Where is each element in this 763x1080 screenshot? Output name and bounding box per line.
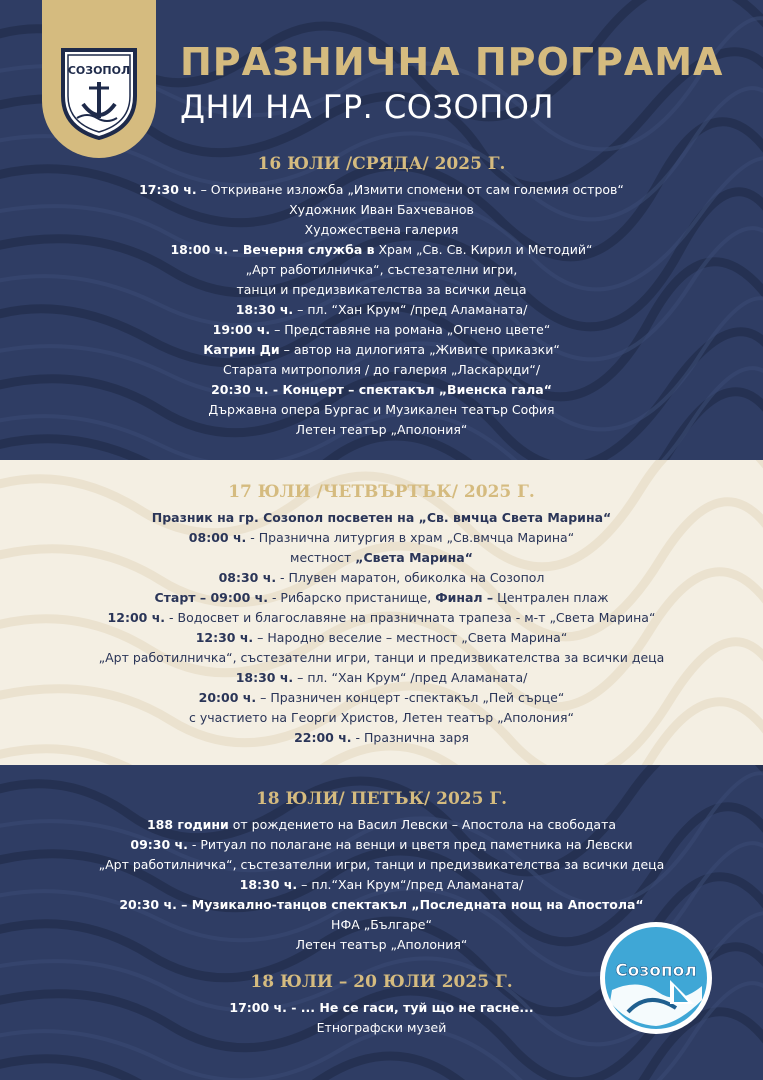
event-text: местност <box>290 550 356 565</box>
event-time: 20:00 ч. <box>198 690 257 705</box>
event-time: Старт – 09:00 ч. <box>154 590 268 605</box>
day2-line9 <box>0 668 763 688</box>
day1-line4 <box>0 240 763 260</box>
event-time: 09:30 ч. <box>130 837 188 852</box>
event-text: – пл.“Хан Крум“/пред Аламаната/ <box>297 877 524 892</box>
event-time: 17:30 ч. <box>139 182 197 197</box>
day1-line12: Държавна опера Бургас и Музикален театър София <box>208 402 555 417</box>
day2-line3 <box>0 548 763 568</box>
day2-line8: „Арт работилничка“, състезателни игри, танци и предизвикателства за всички деца <box>98 650 665 665</box>
day1-line3: Художествена галерия <box>304 222 459 237</box>
event-text: – Представяне на романа „Огнено цвете“ <box>270 322 551 337</box>
day2-line2 <box>0 528 763 548</box>
day1-section <box>0 152 763 440</box>
day4-line2: Етнографски музей <box>316 1020 447 1035</box>
event-text: – пл. “Хан Крум“ /пред Аламаната/ <box>293 302 528 317</box>
event-time: 188 години <box>146 817 229 832</box>
day1-line13: Летен театър „Аполония“ <box>295 422 468 437</box>
page-subtitle: ДНИ НА ГР. СОЗОПОЛ <box>180 88 554 126</box>
day2-line7 <box>0 628 763 648</box>
day2-line6 <box>0 608 763 628</box>
event-time: 22:00 ч. <box>294 730 352 745</box>
event-text: - Плувен маратон, обиколка на Созопол <box>276 570 545 585</box>
event-text: - Празнична заря <box>351 730 469 745</box>
event-time: 18:00 ч. – Вечерня служба в <box>170 242 375 257</box>
event-time: 18:30 ч. <box>235 670 294 685</box>
event-text: Централен плаж <box>493 590 609 605</box>
day1-line7 <box>0 300 763 320</box>
event-time: 12:30 ч. <box>195 630 254 645</box>
day3-line5: 20:30 ч. – Музикално-танцов спектакъл „Последната нощ на Апостола“ <box>119 897 644 912</box>
day1-heading: 16 ЮЛИ /СРЯДА/ 2025 Г. <box>257 154 506 174</box>
event-text: – Откриване изложба „Измити спомени от сам големия остров“ <box>196 182 624 197</box>
day3-line3: „Арт работилничка“, състезателни игри, танци и предизвикателства за всички деца <box>98 857 665 872</box>
event-person: Катрин Ди <box>203 342 280 357</box>
day2-section <box>0 480 763 748</box>
event-text: – пл. “Хан Крум“ /пред Аламаната/ <box>293 670 528 685</box>
event-time: 08:00 ч. <box>188 530 247 545</box>
round-logo-text: Созопол <box>615 961 697 981</box>
day1-line5: „Арт работилничка“, състезателни игри, <box>245 262 518 277</box>
day1-line11: 20:30 ч. - Концерт – спектакъл „Виенска гала“ <box>211 382 552 397</box>
day1-line2: Художник Иван Бахчеванов <box>289 202 474 217</box>
day4-heading: 18 ЮЛИ – 20 ЮЛИ 2025 Г. <box>250 972 513 992</box>
event-text: – Народно веселие – местност „Света Марина“ <box>253 630 568 645</box>
day2-line12 <box>0 728 763 748</box>
day2-line5 <box>0 588 763 608</box>
day3-heading: 18 ЮЛИ/ ПЕТЪК/ 2025 Г. <box>255 789 508 809</box>
day3-line6: НФА „Българе“ <box>331 917 432 932</box>
day3-line4 <box>0 875 763 895</box>
sozopol-crest-icon <box>59 46 139 140</box>
event-place: „Света Марина“ <box>355 550 473 565</box>
day1-line1 <box>0 180 763 200</box>
day1-line9 <box>0 340 763 360</box>
event-text: – автор на дилогията „Живите приказки“ <box>279 342 560 357</box>
event-finish: Финал – <box>435 590 494 605</box>
event-text: - Празнична литургия в храм „Св.вмчца Марина“ <box>246 530 575 545</box>
day2-heading: 17 ЮЛИ /ЧЕТВЪРТЪК/ 2025 Г. <box>228 482 535 502</box>
day2-line4 <box>0 568 763 588</box>
event-time: 18:30 ч. <box>235 302 294 317</box>
event-time: 12:00 ч. <box>107 610 166 625</box>
sozopol-round-logo-icon <box>598 920 714 1036</box>
day2-line1: Празник на гр. Созопол посветен на „Св. вмчца Света Марина“ <box>151 510 612 525</box>
day2-line11: с участието на Георги Христов, Летен театър „Аполония“ <box>189 710 574 725</box>
day1-line10: Старата митрополия / до галерия „Ласкариди“/ <box>222 362 541 377</box>
day3-line2 <box>0 835 763 855</box>
event-text: от рождението на Васил Левски – Апостола на свободата <box>228 817 617 832</box>
day3-line7: Летен театър „Аполония“ <box>295 937 468 952</box>
event-time: 19:00 ч. <box>212 322 271 337</box>
event-time: 18:30 ч. <box>239 877 298 892</box>
crest-text: СОЗОПОЛ <box>67 64 131 77</box>
day3-line1 <box>0 815 763 835</box>
day2-line10 <box>0 688 763 708</box>
event-text: - Ритуал по полагане на венци и цветя пред паметника на Левски <box>187 837 633 852</box>
event-text: – Празничен концерт -спектакъл „Пей сърце“ <box>256 690 565 705</box>
page-title: ПРАЗНИЧНА ПРОГРАМА <box>180 40 724 84</box>
event-time: 08:30 ч. <box>218 570 277 585</box>
day4-line1: 17:00 ч. - ... Не се гаси, туй що не гасне... <box>229 1000 534 1015</box>
event-text: Храм „Св. Св. Кирил и Методий“ <box>374 242 593 257</box>
event-text: - Рибарско пристанище, <box>267 590 436 605</box>
day1-line8 <box>0 320 763 340</box>
day1-line6: танци и предизвикателства за всички деца <box>236 282 527 297</box>
crest-badge <box>42 0 156 158</box>
event-text: - Водосвет и благославяне на празничната трапеза - м-т „Света Марина“ <box>165 610 656 625</box>
